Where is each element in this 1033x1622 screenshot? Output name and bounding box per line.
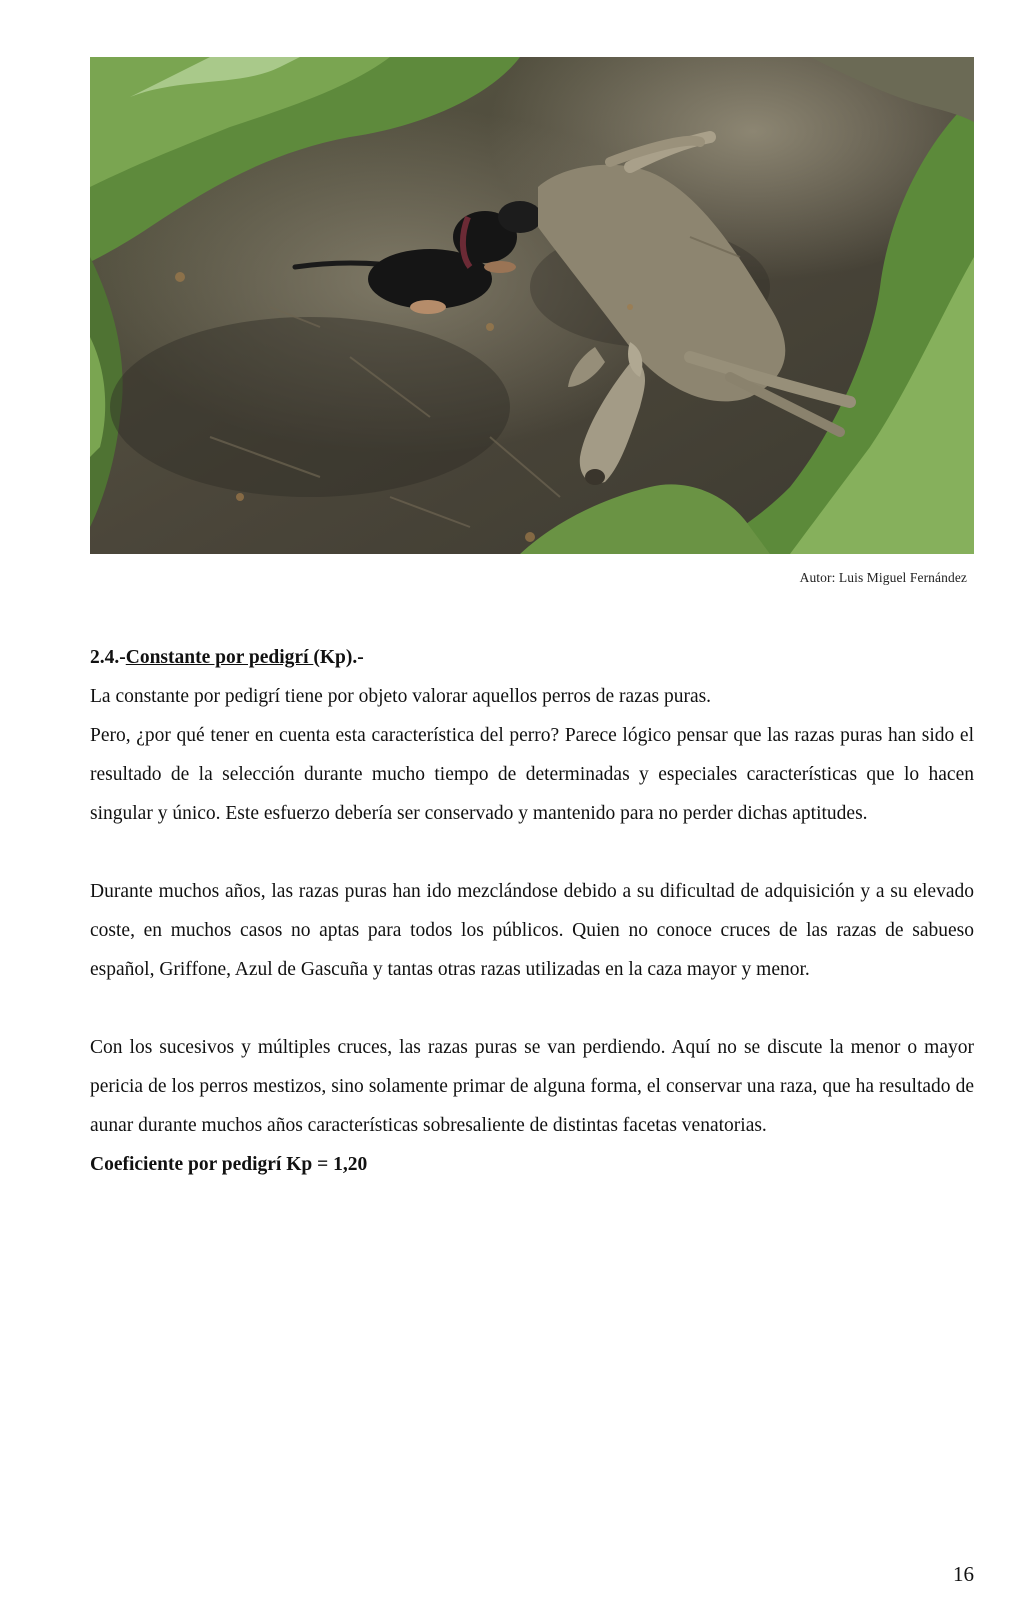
paragraph-gap (90, 989, 974, 1028)
section-content (90, 638, 974, 1184)
paragraph-gap (90, 833, 974, 872)
section-number: 2.4.- (90, 647, 126, 668)
paragraph-intro: La constante por pedigrí tiene por objeto valorar aquellos perros de razas puras. (90, 686, 712, 707)
paragraph-history: Durante muchos años, las razas puras han ido mezclándose debido a su dificultad de adquisición y a su elevado coste, en muchos casos no aptas para todos los públicos. Quien no conoce cruces de las razas de sabueso español, Griffone, Azul de Gascuña y tantas otras razas utilizadas en la caza mayor y menor. (90, 881, 974, 980)
section-title: Constante por pedigrí (125, 647, 314, 668)
paragraph-reason: Pero, ¿por qué tener en cuenta esta característica del perro? Parece lógico pensar que las razas puras han sido el resultado de la selección durante mucho tiempo de determinadas y especiales características que lo hacen singular y único. Este esfuerzo debería ser conservado y mantenido para no perder dichas aptitudes. (90, 725, 974, 824)
page-number: 16 (953, 1562, 974, 1586)
photo-caption: Autor: Luis Miguel Fernández (799, 570, 967, 585)
section-heading (90, 638, 974, 677)
hunting-dog-with-roe-deer-photo (90, 57, 974, 554)
coefficient-line: Coeficiente por pedigrí Kp = 1,20 (90, 1154, 368, 1175)
paragraph-crosses: Con los sucesivos y múltiples cruces, las razas puras se van perdiendo. Aquí no se discute la menor o mayor pericia de los perros mestizos, sino solamente primar de alguna forma, el conservar una raza, que ha resultado de aunar durante muchos años características sobresaliente de distintas facetas venatorias. (90, 1037, 974, 1136)
section-suffix: (Kp).- (313, 647, 364, 668)
